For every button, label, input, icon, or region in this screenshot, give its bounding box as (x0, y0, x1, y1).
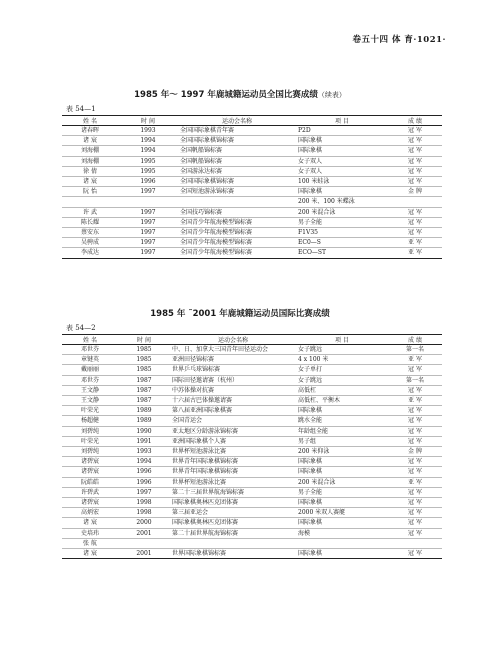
cell-event: 全国青少年航海模型锦标赛 (180, 249, 253, 257)
cell-event: 第二十届世界航海锦标赛 (172, 529, 239, 537)
cell-item: 国际象棋 (298, 407, 323, 415)
cell-time: 2000 (136, 519, 152, 527)
table-row (62, 177, 442, 187)
cell-event: 亚太地区分龄游泳锦标赛 (172, 427, 239, 435)
cell-time: 1987 (136, 376, 152, 384)
cell-result (388, 538, 442, 548)
table-row (62, 228, 442, 238)
table-row (62, 467, 442, 477)
cell-result: 冠 军 (408, 417, 422, 425)
cell-time: 1998 (136, 509, 152, 517)
section1-title (0, 88, 480, 100)
cell-time: 1997 (140, 188, 156, 196)
section2-title: 1985 年 ˜2001 年鹿城籍运动员国际比赛成绩 (150, 309, 330, 319)
cell-result: 冠 军 (408, 386, 422, 394)
cell-event: 世界杯短池游泳比赛 (172, 478, 227, 486)
cell-item: 国际象棋 (298, 458, 323, 466)
cell-time: 1989 (136, 417, 152, 425)
table-row (62, 238, 442, 248)
cell-result: 亚 军 (408, 249, 422, 257)
cell-name: 许 武 (83, 208, 97, 216)
table-row (62, 396, 442, 406)
cell-name: 许碧武 (80, 488, 99, 496)
cell-event: 第八届亚洲国际象棋赛 (172, 407, 233, 415)
cell-name: 王文静 (80, 397, 99, 405)
column-header-item: 项 目 (296, 116, 388, 126)
cell-name: 杨超健 (80, 417, 99, 425)
cell-name: 诸碧宸 (80, 499, 99, 507)
cell-result: 冠 军 (408, 178, 422, 186)
cell-time: 1995 (140, 157, 156, 165)
cell-time: 1987 (136, 397, 152, 405)
cell-name: 阮皓皓 (80, 478, 99, 486)
cell-time: 1997 (136, 488, 152, 496)
cell-item: 高低杠 (298, 386, 317, 394)
cell-result: 冠 军 (408, 147, 422, 155)
cell-event: 全国短池游泳锦标赛 (180, 188, 235, 196)
cell-result: 冠 军 (408, 127, 422, 134)
cell-item: 男子全能 (298, 218, 323, 226)
cell-item: 100 米蛙泳 (298, 178, 330, 186)
cell-time: 1985 (136, 356, 152, 364)
table-row (62, 518, 442, 528)
cell-name: 诸 宸 (83, 550, 97, 558)
table2-header-row (62, 335, 442, 345)
cell-name: 诸春晖 (80, 127, 99, 134)
cell-name: 李成达 (80, 249, 99, 257)
cell-event: 国际田径邀请赛（杭州） (172, 376, 239, 384)
column-header-item: 项 目 (296, 335, 388, 345)
cell-item: 跳水全能 (298, 417, 323, 425)
cell-time: 1996 (136, 468, 152, 476)
cell-result: 冠 军 (408, 437, 422, 445)
column-header-name: 姓 名 (62, 116, 118, 126)
cell-result: 金 牌 (408, 448, 422, 456)
cell-name: 诸 宸 (83, 519, 97, 527)
cell-event: 第二十三届世界航海锦标赛 (172, 488, 245, 496)
cell-time (118, 538, 170, 548)
cell-result: 冠 军 (408, 468, 422, 476)
cell-event: 亚洲田径锦标赛 (172, 356, 215, 364)
cell-event: 全国帆船锦标赛 (180, 157, 223, 165)
column-header-result: 成 绩 (388, 116, 442, 126)
cell-time: 1997 (140, 229, 156, 237)
cell-item: 女子双人 (298, 157, 323, 165)
table-row (62, 406, 442, 416)
cell-event: 全国国际象棋青年赛 (180, 127, 235, 134)
cell-time: 1997 (140, 239, 156, 247)
cell-name: 诸碧宸 (80, 468, 99, 476)
section1-title-text: 1985 年～ 1997 年鹿城籍运动员全国比赛成绩 (134, 90, 318, 100)
cell-name: 邓世芬 (80, 376, 99, 384)
cell-name (62, 197, 118, 207)
table-row (62, 156, 442, 166)
cell-name: 徐 倩 (83, 167, 97, 175)
cell-time: 1990 (136, 427, 152, 435)
table-row (62, 447, 442, 457)
cell-result: 冠 军 (408, 519, 422, 527)
column-header-name: 姓 名 (62, 335, 118, 345)
cell-name: 吴骋成 (80, 239, 99, 247)
cell-item: 国际象棋 (298, 468, 323, 476)
table-row (62, 365, 442, 375)
cell-item: EC0—S (298, 239, 321, 247)
cell-result: 冠 军 (408, 208, 422, 216)
cell-time: 1994 (140, 137, 156, 145)
cell-item: 海模 (298, 529, 311, 537)
cell-event: 中、日、加拿大三国青年田径运动会 (172, 346, 269, 353)
cell-name: 刘海棚 (80, 157, 99, 165)
cell-name: 阮 怡 (83, 188, 97, 196)
cell-item: 年龄组全能 (298, 427, 329, 435)
table-row (62, 436, 442, 446)
cell-name: 刘碧纯 (80, 448, 99, 456)
section1-title-suffix: （续表） (317, 91, 346, 99)
cell-time: 1997 (140, 249, 156, 257)
column-header-event: 运动会名称 (178, 116, 296, 126)
table-row (62, 126, 442, 136)
table-row (62, 207, 442, 217)
cell-event (178, 197, 296, 207)
table-row (62, 136, 442, 146)
column-header-event: 运动会名称 (170, 335, 296, 345)
cell-name: 刘海棚 (80, 147, 99, 155)
table-row (62, 248, 442, 258)
cell-item: 200 米混合泳 (298, 478, 336, 486)
table-row (62, 355, 442, 365)
cell-item: 200 米、100 米蝶泳 (298, 198, 355, 206)
cell-event: 国际象棋奥林匹克团体赛 (172, 499, 239, 507)
cell-item: F1V35 (298, 229, 318, 237)
cell-time: 1987 (136, 386, 152, 394)
cell-result: 冠 军 (408, 167, 422, 175)
cell-time: 1997 (140, 208, 156, 216)
table-row (62, 426, 442, 436)
cell-item (296, 538, 388, 548)
cell-result: 冠 军 (408, 550, 422, 558)
cell-event: 全国帆船锦标赛 (180, 147, 223, 155)
table1-body (62, 126, 442, 259)
cell-name: 叶荣光 (80, 437, 99, 445)
cell-event: 全国青少年航海模型锦标赛 (180, 229, 253, 237)
cell-result: 冠 军 (408, 499, 422, 507)
cell-time: 1989 (136, 407, 152, 415)
cell-name: 高炳宏 (80, 509, 99, 517)
cell-item: 女子单打 (298, 366, 323, 374)
cell-event: 国际象棋奥林匹克团体赛 (172, 519, 239, 527)
column-header-result: 成 绩 (388, 335, 442, 345)
cell-result: 第一名 (405, 376, 424, 384)
cell-time: 1985 (136, 366, 152, 374)
cell-item: ECO—ST (298, 249, 327, 257)
cell-result: 冠 军 (408, 509, 422, 517)
cell-item: 国际象棋 (298, 519, 323, 527)
table-row (62, 549, 442, 559)
cell-event: 全国青运会 (172, 417, 203, 425)
cell-result: 冠 军 (408, 488, 422, 496)
cell-result: 冠 军 (408, 458, 422, 466)
table1-label: 表 54—1 (66, 105, 96, 113)
cell-event: 世界乒乓球锦标赛 (172, 366, 221, 374)
cell-time: 1996 (136, 478, 152, 486)
cell-time: 1985 (136, 346, 152, 353)
cell-result: 亚 军 (408, 356, 422, 364)
cell-name: 邓世芬 (80, 346, 99, 353)
cell-time: 1997 (140, 218, 156, 226)
cell-item: 国际象棋 (298, 137, 323, 145)
cell-time: 1998 (136, 499, 152, 507)
cell-time: 1993 (140, 127, 156, 134)
cell-name: 诸 宸 (83, 137, 97, 145)
cell-event (170, 538, 296, 548)
cell-event: 世界国际象棋锦标赛 (172, 550, 227, 558)
cell-event: 第三届亚运会 (172, 509, 209, 517)
cell-result: 第一名 (405, 346, 424, 353)
table-row (62, 487, 442, 497)
cell-result: 亚 军 (408, 397, 422, 405)
cell-name: 史培玮 (80, 529, 99, 537)
table-row (62, 217, 442, 227)
cell-name: 戴丽丽 (80, 366, 99, 374)
running-header: 卷五十四 体 育·1021· (352, 35, 446, 45)
table-row (62, 528, 442, 538)
cell-time: 1993 (136, 448, 152, 456)
cell-item: 女子跳远 (298, 346, 323, 353)
cell-result: 亚 军 (408, 239, 422, 247)
cell-item: 国际象棋 (298, 147, 323, 155)
cell-result: 冠 军 (408, 407, 422, 415)
cell-result: 冠 军 (408, 157, 422, 165)
cell-name: 章键英 (80, 356, 99, 364)
cell-item: 高低杠、平衡木 (298, 397, 341, 405)
cell-result: 亚 军 (408, 478, 422, 486)
cell-event: 中苏体操对抗赛 (172, 386, 215, 394)
table-row (62, 477, 442, 487)
cell-result: 冠 军 (408, 427, 422, 435)
cell-result: 冠 军 (408, 218, 422, 226)
cell-item: 2000 米双人赛艇 (298, 509, 346, 517)
cell-name: 蔡安东 (80, 229, 99, 237)
cell-item: 男子组 (298, 437, 317, 445)
cell-event: 世界青年国际象棋锦标赛 (172, 458, 239, 466)
table-row (62, 197, 442, 207)
table-row (62, 375, 442, 385)
column-header-time: 时 间 (118, 335, 170, 345)
cell-time: 1994 (136, 458, 152, 466)
cell-name: 陈长耀 (80, 218, 99, 226)
cell-event: 全国游泳达标赛 (180, 167, 223, 175)
cell-event: 全国国际象棋锦标赛 (180, 178, 235, 186)
cell-event: 世界青年国际象棋锦标赛 (172, 468, 239, 476)
table-row (62, 508, 442, 518)
table2-body (62, 345, 442, 559)
cell-result: 冠 军 (408, 366, 422, 374)
cell-item: 男子全能 (298, 488, 323, 496)
table-54-2 (62, 334, 442, 559)
cell-item: 200 米混合泳 (298, 208, 336, 216)
column-header-time: 时 间 (118, 116, 178, 126)
cell-event: 全国国际象棋锦标赛 (180, 137, 235, 145)
cell-event: 亚洲国际象棋个人赛 (172, 437, 227, 445)
cell-time: 1994 (140, 147, 156, 155)
cell-time: 1996 (140, 178, 156, 186)
cell-event: 世界杯短池游泳比赛 (172, 448, 227, 456)
cell-time: 1991 (136, 437, 152, 445)
table-row (62, 457, 442, 467)
cell-name: 王文静 (80, 386, 99, 394)
cell-name: 诸 宸 (83, 178, 97, 186)
cell-event: 十六届古巴体操邀请赛 (172, 397, 233, 405)
cell-item: 国际象棋 (298, 188, 323, 196)
cell-result: 金 牌 (408, 188, 422, 196)
table-row (62, 538, 442, 548)
table-row (62, 498, 442, 508)
table-row (62, 385, 442, 395)
table-row (62, 187, 442, 197)
cell-result: 冠 军 (408, 229, 422, 237)
table-row (62, 166, 442, 176)
cell-item: 国际象棋 (298, 550, 323, 558)
cell-time: 1995 (140, 167, 156, 175)
cell-event: 全国技巧锦标赛 (180, 208, 223, 216)
table1-header-row (62, 116, 442, 126)
cell-event: 全国青少年航海模型锦标赛 (180, 239, 253, 247)
cell-item: 女子跳远 (298, 376, 323, 384)
cell-item: 女子双人 (298, 167, 323, 175)
table-54-1 (62, 115, 442, 259)
cell-result (388, 197, 442, 207)
cell-name: 诸碧宸 (80, 458, 99, 466)
cell-item: 国际象棋 (298, 499, 323, 507)
cell-result: 冠 军 (408, 137, 422, 145)
cell-item: 200 米仰泳 (298, 448, 330, 456)
table2-label: 表 54—2 (66, 324, 96, 332)
cell-name: 张 航 (83, 539, 97, 547)
table-row (62, 416, 442, 426)
cell-name: 刘碧纯 (80, 427, 99, 435)
cell-name: 叶荣光 (80, 407, 99, 415)
cell-time (118, 197, 178, 207)
cell-result: 冠 军 (408, 529, 422, 537)
cell-event: 全国青少年航海模型锦标赛 (180, 218, 253, 226)
cell-time: 2001 (136, 550, 152, 558)
cell-item: P2D (298, 127, 311, 134)
table-row (62, 146, 442, 156)
table-row (62, 345, 442, 355)
cell-item: 4 x 100 米 (298, 356, 329, 364)
cell-time: 2001 (136, 529, 152, 537)
